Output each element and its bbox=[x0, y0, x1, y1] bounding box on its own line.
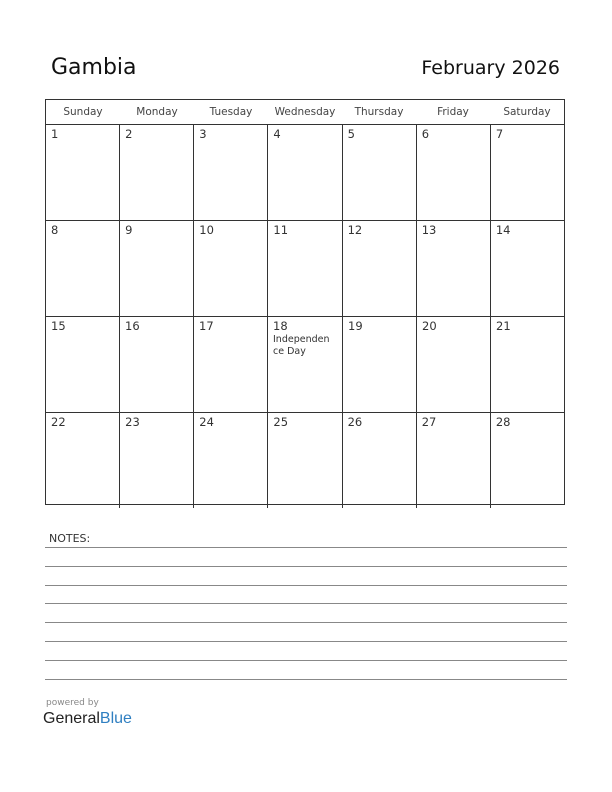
day-cell bbox=[343, 413, 417, 508]
day-cell bbox=[417, 413, 491, 508]
notes-line bbox=[45, 603, 567, 604]
day-cell bbox=[46, 221, 120, 316]
brand-part-blue: Blue bbox=[99, 710, 132, 727]
day-number: 5 bbox=[347, 127, 355, 141]
day-number: 20 bbox=[422, 319, 437, 333]
notes-line bbox=[45, 585, 567, 586]
day-cell bbox=[120, 221, 194, 316]
country-title: Gambia bbox=[51, 55, 137, 80]
weekday-header-row bbox=[46, 100, 564, 125]
notes-label: NOTES: bbox=[49, 532, 91, 545]
day-cell bbox=[268, 221, 342, 316]
day-number: 18 bbox=[273, 319, 288, 333]
day-cell bbox=[417, 125, 491, 220]
notes-line bbox=[45, 622, 567, 623]
day-cell bbox=[194, 221, 268, 316]
day-cell bbox=[343, 317, 417, 412]
day-number: 12 bbox=[347, 223, 363, 237]
day-number: 17 bbox=[199, 319, 214, 333]
day-cell bbox=[120, 413, 194, 508]
day-number: 10 bbox=[199, 223, 214, 237]
notes-line bbox=[45, 641, 567, 642]
day-cell bbox=[268, 413, 342, 508]
day-number: 15 bbox=[51, 319, 66, 333]
day-cell bbox=[46, 413, 120, 508]
day-number: 24 bbox=[199, 415, 214, 429]
day-cell bbox=[120, 317, 194, 412]
day-cell bbox=[417, 221, 491, 316]
day-cell bbox=[46, 317, 120, 412]
day-number: 26 bbox=[347, 415, 363, 429]
notes-line bbox=[45, 566, 567, 567]
week-row bbox=[46, 221, 564, 317]
day-number: 2 bbox=[125, 127, 133, 141]
day-cell bbox=[268, 317, 343, 412]
weekday-saturday: Saturday bbox=[503, 106, 551, 118]
day-cell bbox=[343, 125, 417, 220]
day-cell bbox=[46, 125, 120, 220]
day-cell bbox=[343, 221, 417, 316]
day-cell bbox=[194, 413, 268, 508]
notes-line bbox=[45, 547, 567, 548]
day-number: 3 bbox=[199, 127, 207, 141]
day-cell bbox=[120, 125, 194, 220]
day-cell bbox=[491, 413, 564, 508]
day-number: 7 bbox=[495, 127, 504, 141]
day-cell bbox=[491, 125, 564, 220]
holiday-label: Independen ce Day bbox=[273, 334, 330, 357]
day-number: 6 bbox=[421, 127, 430, 141]
day-cell bbox=[491, 221, 564, 316]
day-cell bbox=[417, 317, 491, 412]
day-number: 9 bbox=[125, 223, 133, 237]
generalblue-logo bbox=[43, 710, 132, 728]
week-row bbox=[46, 317, 564, 413]
day-number: 8 bbox=[51, 223, 59, 237]
weekday-thursday: Thursday bbox=[354, 106, 404, 118]
day-number: 28 bbox=[495, 415, 511, 429]
day-number: 23 bbox=[125, 415, 140, 429]
weekday-wednesday: Wednesday bbox=[274, 106, 336, 118]
week-row bbox=[46, 125, 564, 221]
day-number: 4 bbox=[273, 127, 281, 141]
weekday-friday: Friday bbox=[437, 106, 469, 118]
day-number: 16 bbox=[125, 319, 140, 333]
day-number: 1 bbox=[51, 127, 59, 141]
powered-by-text: powered by bbox=[46, 698, 99, 708]
week-row bbox=[46, 413, 564, 508]
day-number: 22 bbox=[51, 415, 66, 429]
notes-line bbox=[45, 660, 567, 661]
month-year-title: February 2026 bbox=[421, 57, 560, 79]
day-number: 13 bbox=[421, 223, 437, 237]
notes-line bbox=[45, 679, 567, 680]
day-cell bbox=[268, 125, 342, 220]
day-number: 25 bbox=[273, 415, 289, 429]
day-cell bbox=[194, 125, 268, 220]
weekday-monday: Monday bbox=[136, 106, 178, 118]
day-number: 14 bbox=[495, 223, 511, 237]
day-number: 21 bbox=[496, 319, 511, 333]
weekday-sunday: Sunday bbox=[63, 106, 103, 118]
day-number: 19 bbox=[348, 319, 363, 333]
day-number: 27 bbox=[421, 415, 437, 429]
brand-part-general: General bbox=[43, 710, 100, 727]
day-cell bbox=[194, 317, 268, 412]
day-cell bbox=[491, 317, 564, 412]
calendar-grid bbox=[45, 99, 565, 505]
day-number: 11 bbox=[273, 223, 289, 237]
weekday-tuesday: Tuesday bbox=[209, 106, 253, 118]
